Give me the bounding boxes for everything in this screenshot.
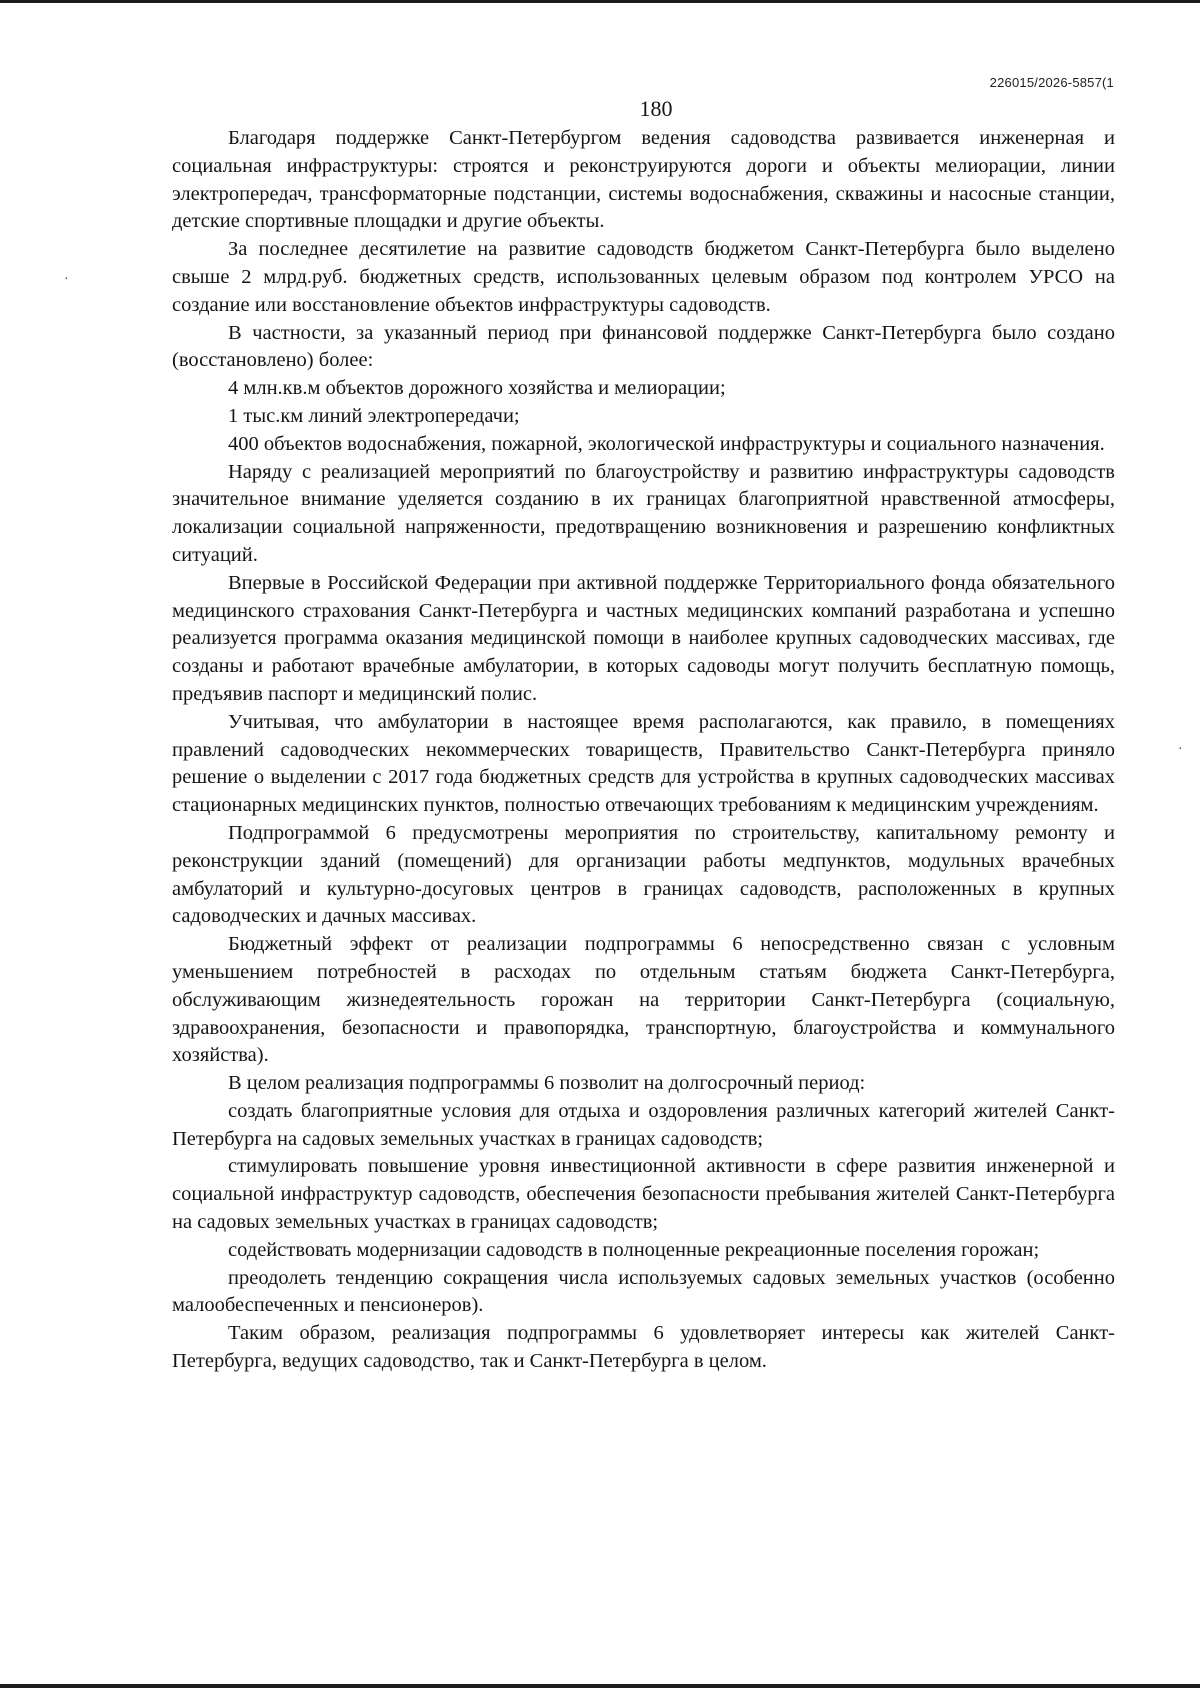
paragraph: Учитывая, что амбулатории в настоящее время располагаются, как правило, в помещениях правлений садоводческих некоммерческих товариществ, Правительство Санкт-Петербурга приняло решение о выделении с 2017 года бюджетных средств для устройства в крупных садоводческих массивах стационарных медицинских пунктов, полностью отвечающих требованиям к медицинским учреждениям. bbox=[172, 710, 1115, 817]
scan-speck: · bbox=[64, 272, 69, 287]
paragraph: В частности, за указанный период при финансовой поддержке Санкт-Петербурга было создано (восстановлено) более: bbox=[172, 321, 1115, 372]
paragraph: Бюджетный эффект от реализации подпрограммы 6 непосредственно связан с условным уменьшением потребностей в расходах по отдельным статьям бюджета Санкт-Петербурга, обслуживающим жизнедеятельность горожан на территории Санкт-Петербурга (социальную, здравоохранения, безопасности и правопорядка, транспортную, благоустройства и коммунального хозяйства). bbox=[172, 933, 1115, 1067]
list-item: преодолеть тенденцию сокращения числа используемых садовых земельных участков (особенно малообеспеченных и пенсионеров). bbox=[172, 1266, 1115, 1317]
scan-bottom-edge bbox=[0, 1684, 1200, 1688]
document-id: 226015/2026-5857(1 bbox=[989, 75, 1114, 90]
document-body bbox=[172, 125, 1115, 1376]
paragraph: Наряду с реализацией мероприятий по благоустройству и развитию инфраструктуры садоводств значительное внимание уделяется созданию в их границах благоприятной нравственной атмосферы, локализации социальной напряженности, предотвращению возникновения и разрешению конфликтных ситуаций. bbox=[172, 460, 1115, 566]
paragraph: Подпрограммой 6 предусмотрены мероприятия по строительству, капитальному ремонту и реконструкции зданий (помещений) для организации работы медпунктов, модульных врачебных амбулаторий и культурно-досуговых центров в границах садоводств, расположенных в крупных садоводческих и дачных массивах. bbox=[172, 821, 1115, 928]
paragraph: Таким образом, реализация подпрограммы 6 удовлетворяет интересы как жителей Санкт-Петербурга, ведущих садоводство, так и Санкт-Петербурга в целом. bbox=[172, 1322, 1115, 1373]
paragraph: Благодаря поддержке Санкт-Петербургом ведения садоводства развивается инженерная и социальная инфраструктуры: строятся и реконструируются дороги и объекты мелиорации, линии электропередач, трансформаторные подстанции, системы водоснабжения, скважины и насосные станции, детские спортивные площадки и другие объекты. bbox=[172, 127, 1115, 233]
page-number: 180 bbox=[639, 96, 673, 121]
paragraph: За последнее десятилетие на развитие садоводств бюджетом Санкт-Петербурга было выделено свыше 2 млрд.руб. бюджетных средств, использованных целевым образом под контролем УРСО на создание или восстановление объектов инфраструктуры садоводств. bbox=[172, 238, 1115, 316]
list-item: создать благоприятные условия для отдыха и оздоровления различных категорий жителей Санкт-Петербурга на садовых земельных участках в границах садоводств; bbox=[172, 1099, 1115, 1150]
scan-speck: · bbox=[1178, 742, 1183, 757]
paragraph: В целом реализация подпрограммы 6 позволит на долгосрочный период: bbox=[228, 1072, 866, 1095]
scan-top-edge bbox=[0, 0, 1200, 3]
list-item: стимулировать повышение уровня инвестиционной активности в сфере развития инженерной и социальной инфраструктур садоводств, обеспечения безопасности пребывания жителей Санкт-Петербурга на садовых земельных участках в границах садоводств; bbox=[172, 1155, 1115, 1234]
paragraph: Впервые в Российской Федерации при активной поддержке Территориального фонда обязательного медицинского страхования Санкт-Петербурга и частных медицинских компаний разработана и успешно реализуется программа оказания медицинской помощи в наиболее крупных садоводческих массивах, где созданы и работают врачебные амбулатории, в которых садоводы могут получить бесплатную помощь, предъявив паспорт и медицинский полис. bbox=[172, 571, 1115, 705]
list-item: 400 объектов водоснабжения, пожарной, экологической инфраструктуры и социального назначения. bbox=[228, 432, 1105, 455]
list-item: 1 тыс.км линий электропередачи; bbox=[228, 404, 520, 427]
list-item: содействовать модернизации садоводств в полноценные рекреационные поселения горожан; bbox=[228, 1238, 1040, 1261]
list-item: 4 млн.кв.м объектов дорожного хозяйства и мелиорации; bbox=[228, 377, 726, 400]
